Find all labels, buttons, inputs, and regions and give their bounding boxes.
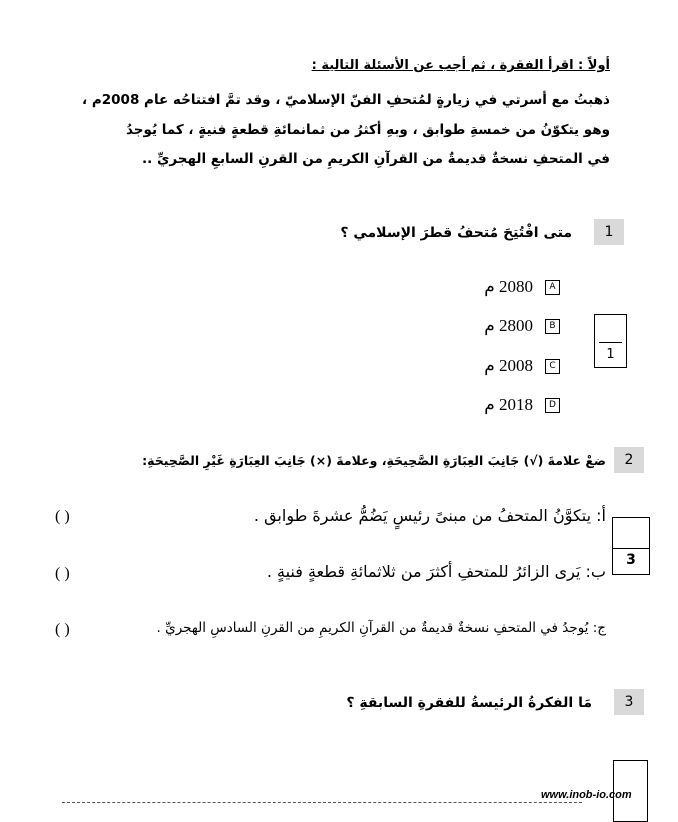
question-2-score: 3 <box>626 552 636 568</box>
question-3-number: 3 <box>614 689 644 715</box>
option-c-checkbox[interactable]: C <box>545 359 560 374</box>
option-b-text: 2800 م <box>484 316 533 335</box>
option-d[interactable] <box>484 394 560 416</box>
score-divider <box>613 548 649 549</box>
footer-divider <box>62 802 582 803</box>
option-a-checkbox[interactable]: A <box>545 280 560 295</box>
option-d-checkbox[interactable]: D <box>545 398 560 413</box>
question-1-score-box <box>594 314 627 368</box>
statement-c: ج: يُوجدُ في المتحفِ نسخةٌ قديمةٌ من القرآنِ الكريمِ من القرنِ السادسِ الهجريِّ . <box>156 620 606 636</box>
option-a[interactable] <box>484 276 560 298</box>
question-1-text: متى افْتُتِحَ مُتحفُ قطرَ الإسلامي ؟ <box>340 225 572 241</box>
question-2-score-box <box>612 517 650 575</box>
question-2-number: 2 <box>614 447 644 473</box>
question-2-text: ضعْ علامةَ (√) جَانِبَ العِبَارَةِ الصَّحِيحَةِ، وعلامةَ (×) جَانِبَ العِبَارَةِ غَيْرِ الصَّحِيحَةِ: <box>142 453 606 468</box>
question-1-number: 1 <box>594 219 624 245</box>
statement-a: أ: يتكوَّنُ المتحفُ من مبنىً رئيسٍ يَضُمُّ عشرةَ طوابق . <box>253 506 606 525</box>
option-a-text: 2080 م <box>484 277 533 296</box>
paragraph-line-1: ذهبتُ مع أسرتي في زيارةٍ لمُتحفِ الفنّ الإسلاميّ ، وقد تمَّ افتتاحُه عام 2008م ، <box>82 92 610 108</box>
footer-website: www.inob-io.com <box>541 789 632 801</box>
paragraph-line-3: في المتحفِ نسخةٌ قديمةٌ من القرآنِ الكريمِ من القرنِ السابعِ الهجريِّ .. <box>142 151 610 167</box>
question-3-text: مَا الفكرةُ الرئيسةُ للفقرةِ السابقةِ ؟ <box>346 695 592 711</box>
score-divider <box>599 342 622 343</box>
answer-parens-a[interactable]: ( ) <box>55 508 70 525</box>
option-c[interactable] <box>484 355 560 377</box>
option-b-checkbox[interactable]: B <box>545 319 560 334</box>
section-title: أولاً : اقرأ الفقرة ، ثم أجب عن الأسئلة التالية : <box>311 58 610 73</box>
option-b[interactable] <box>484 315 560 337</box>
answer-parens-c[interactable]: ( ) <box>55 621 70 638</box>
answer-parens-b[interactable]: ( ) <box>55 565 70 582</box>
option-d-text: 2018 م <box>484 395 533 414</box>
option-c-text: 2008 م <box>484 356 533 375</box>
paragraph-line-2: وهو يتكوّنُ من خمسةِ طوابق ، وبهِ أكثرُ من ثمانمائةِ قطعةٍ فنيةٍ ، كما يُوجدُ <box>126 122 610 138</box>
statement-b: ب: يَرى الزائرُ للمتحفِ أكثرَ من ثلاثمائةِ قطعةٍ فنيةٍ . <box>266 562 606 581</box>
question-1-score: 1 <box>606 347 615 362</box>
